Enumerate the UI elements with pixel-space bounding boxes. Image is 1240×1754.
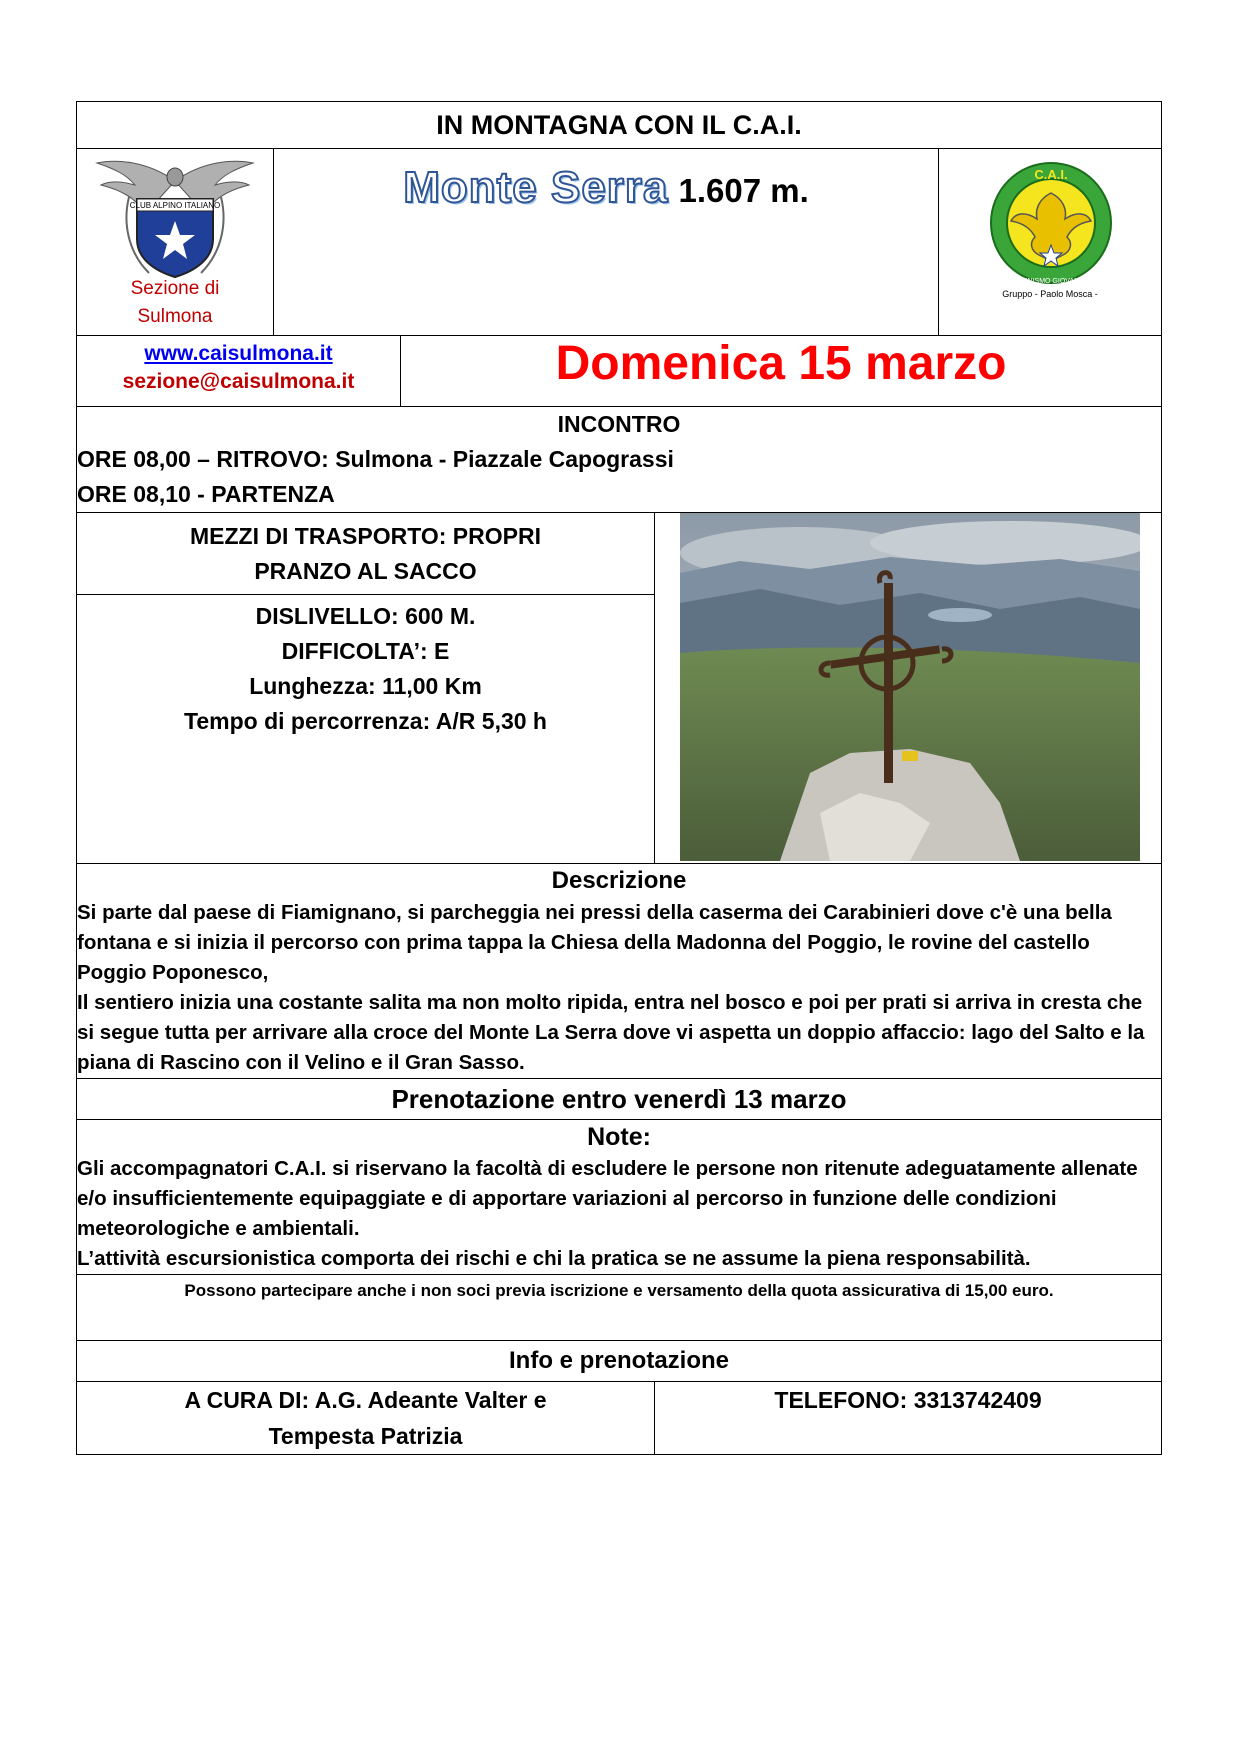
flyer-table — [76, 101, 1162, 1455]
meeting-section — [77, 407, 1162, 513]
description-paragraph: Si parte dal paese di Fiamignano, si parcheggia nei pressi della caserma dei Carabinieri dove c'è una bella fontana e si inizia il percorso con prima tappa la Chiesa della Madonna del Poggio, le rovine del castello Poggio Poponesco, — [77, 901, 1112, 984]
route-length: Lunghezza: 11,00 Km — [249, 673, 482, 699]
route-cell — [77, 595, 655, 864]
organizers-line: Tempesta Patrizia — [268, 1423, 463, 1449]
description-heading: Descrizione — [551, 867, 687, 894]
organizers-cell — [77, 1382, 655, 1455]
email-address[interactable]: sezione@caisulmona.it — [122, 370, 355, 393]
description-paragraph: Il sentiero inizia una costante salita ma non molto ripida, entra nel bosco e poi per prati si arriva in cresta che si segue tutta per arrivare alla croce del Monte La Serra dove vi aspetta un doppio affaccio: lago del Salto e la piana di Rascino con il Velino e il Gran Sasso. — [77, 991, 1145, 1074]
difficulty: DIFFICOLTA’: E — [281, 638, 450, 664]
organizers-line: A CURA DI: A.G. Adeante Valter e — [184, 1387, 547, 1413]
page-title: IN MONTAGNA CON IL C.A.I. — [77, 102, 1162, 149]
event-date: Domenica 15 marzo — [401, 336, 1162, 407]
booking-deadline: Prenotazione entro venerdì 13 marzo — [77, 1079, 1162, 1120]
summit-cross-photo — [680, 513, 1140, 861]
description-section — [77, 864, 1162, 1079]
departure-time: ORE 08,10 - PARTENZA — [77, 481, 335, 507]
logistics-cell — [77, 513, 655, 595]
notes-heading: Note: — [587, 1123, 651, 1151]
cai-ring-text: CLUB ALPINO ITALIANO — [129, 201, 221, 210]
mountain-cell — [274, 149, 939, 336]
photo-cell — [655, 513, 1162, 864]
non-members-note: Possono partecipare anche i non soci previa iscrizione e versamento della quota assicurativa di 15,00 euro. — [77, 1275, 1162, 1341]
notes-section — [77, 1120, 1162, 1275]
cai-logo-cell — [77, 149, 274, 336]
meeting-time: ORE 08,00 – RITROVO: Sulmona - Piazzale Capograssi — [77, 446, 674, 472]
elevation-gain: DISLIVELLO: 600 M. — [255, 603, 476, 629]
notes-paragraph: Gli accompagnatori C.A.I. si riservano la facoltà di escludere le persone non ritenute adeguatamente allenate e/o insufficientemente equipaggiate e di apportare variazioni al percorso in funzione delle condizioni meteorologiche e ambientali. — [77, 1157, 1138, 1240]
website-link[interactable]: www.caisulmona.it — [144, 342, 333, 365]
alpinismo-giovanile-logo — [939, 149, 1162, 299]
lunch-info: PRANZO AL SACCO — [254, 557, 477, 584]
notes-paragraph: L’attività escursionistica comporta dei rischi e chi la pratica se ne assume la piena responsabilità. — [77, 1247, 1031, 1270]
alpinismo-top-text: C.A.I. — [1034, 167, 1068, 182]
alpinismo-ring-text: ALPINISMO GIOVANILE — [1012, 278, 1090, 285]
mountain-name: Monte Serra — [403, 163, 669, 212]
walking-time: Tempo di percorrenza: A/R 5,30 h — [184, 708, 547, 734]
alpinismo-logo-cell — [939, 149, 1162, 336]
contacts-cell — [77, 336, 401, 407]
meeting-heading: INCONTRO — [557, 411, 681, 437]
alpinismo-caption: Gruppo - Paolo Mosca - — [1002, 289, 1098, 299]
transport-info: MEZZI DI TRASPORTO: PROPRI — [190, 522, 541, 549]
mountain-altitude: 1.607 m. — [678, 172, 809, 209]
flyer — [76, 101, 1161, 1455]
cai-eagle-shield-logo — [77, 151, 274, 281]
section-label: Sezione di Sulmona — [130, 278, 220, 327]
phone-number[interactable]: TELEFONO: 3313742409 — [655, 1382, 1162, 1455]
info-heading: Info e prenotazione — [77, 1341, 1162, 1382]
